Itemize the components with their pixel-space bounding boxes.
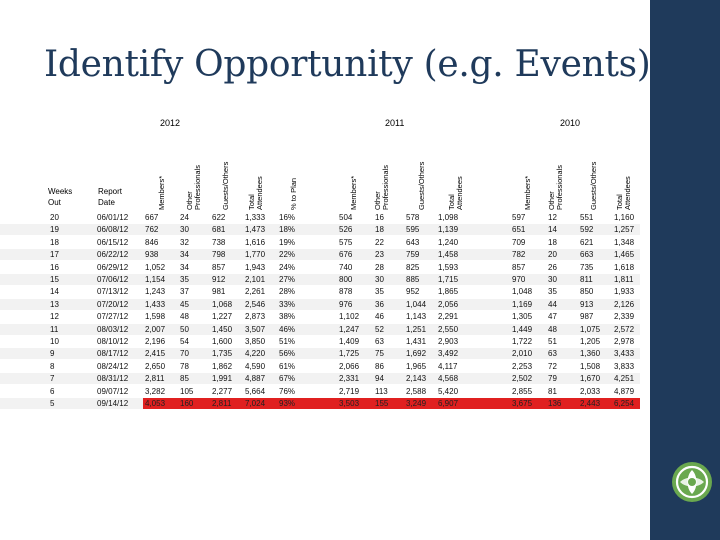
table-cell: 28% xyxy=(279,287,296,297)
table-cell: 1,143 xyxy=(406,312,427,322)
table-cell: 681 xyxy=(212,225,226,235)
table-cell: 759 xyxy=(406,250,420,260)
table-cell: 22 xyxy=(375,237,384,247)
table-cell: 52 xyxy=(375,324,384,334)
table-cell: 850 xyxy=(580,287,594,297)
table-cell: 13 xyxy=(50,299,59,309)
table-cell: 1,722 xyxy=(512,337,533,346)
table-cell: 160 xyxy=(178,398,210,409)
table-row xyxy=(0,324,640,335)
table-row xyxy=(0,348,640,359)
table-cell: 2,291 xyxy=(438,312,459,322)
table-cell: 8 xyxy=(50,361,55,371)
table-cell: 2,811 xyxy=(145,374,165,384)
year-2010-label: 2010 xyxy=(560,118,581,128)
table-cell: 76% xyxy=(279,386,296,396)
table-cell: 06/01/12 xyxy=(97,213,129,222)
table-cell: 08/10/12 xyxy=(97,337,129,346)
table-cell: 575 xyxy=(339,237,353,247)
table-cell: 597 xyxy=(512,213,526,222)
table-row xyxy=(0,262,640,273)
table-cell: 622 xyxy=(212,213,226,222)
other-prof-2012-header: Other Professionals xyxy=(185,164,202,210)
table-cell: 54 xyxy=(180,337,189,346)
table-row xyxy=(0,386,640,397)
table-cell: 2,502 xyxy=(512,374,533,384)
table-cell: 526 xyxy=(339,225,353,235)
table-cell: 952 xyxy=(406,287,420,297)
table-cell: 4,220 xyxy=(245,349,266,359)
table-cell: 1,243 xyxy=(145,287,166,297)
table-cell: 7,024 xyxy=(243,398,277,409)
table-cell: 19% xyxy=(279,237,296,247)
table-cell: 34 xyxy=(180,250,189,260)
table-cell: 48 xyxy=(180,312,189,322)
table-cell: 75 xyxy=(375,349,384,359)
table-cell: 67% xyxy=(279,374,296,384)
table-cell: 4,590 xyxy=(245,361,266,371)
table-cell: 155 xyxy=(373,398,404,409)
table-cell: 2,650 xyxy=(145,361,166,371)
table-cell: 987 xyxy=(580,312,594,322)
table-cell: 1,240 xyxy=(438,237,459,247)
table-cell: 1,692 xyxy=(406,349,427,359)
table-cell: 643 xyxy=(406,237,420,247)
table-cell: 976 xyxy=(339,299,353,309)
table-cell: 50 xyxy=(180,324,189,334)
table-cell: 2,443 xyxy=(578,398,612,409)
table-cell: 981 xyxy=(212,287,226,297)
table-cell: 36 xyxy=(375,299,384,309)
table-cell: 24 xyxy=(180,213,189,222)
table-cell: 27% xyxy=(279,275,296,284)
table-cell: 3,503 xyxy=(337,398,373,409)
table-cell: 1,770 xyxy=(245,250,266,260)
table-cell: 2,546 xyxy=(245,299,266,309)
table-cell: 2,339 xyxy=(614,312,635,322)
table-row xyxy=(0,299,640,310)
table-cell: 1,139 xyxy=(438,225,459,235)
table-cell: 47 xyxy=(548,312,557,322)
table-cell: 504 xyxy=(339,213,353,222)
table-cell: 1,044 xyxy=(406,299,427,309)
table-cell: 3,675 xyxy=(510,398,546,409)
table-cell: 825 xyxy=(406,262,420,272)
table-cell: 08/17/12 xyxy=(97,349,129,359)
leaf-circle-logo xyxy=(670,460,714,504)
table-cell: 46% xyxy=(279,324,296,334)
table-cell: 46 xyxy=(375,312,384,322)
table-cell: 3,492 xyxy=(438,349,459,359)
table-cell: 113 xyxy=(375,386,388,396)
table-cell: 1,257 xyxy=(614,225,635,235)
table-cell: 14 xyxy=(548,225,557,235)
table-cell: 07/06/12 xyxy=(97,275,129,284)
table-cell: 2,010 xyxy=(512,349,533,359)
table-cell: 912 xyxy=(212,275,226,284)
table-cell: 30 xyxy=(548,275,557,284)
table-cell: 1,991 xyxy=(212,374,233,384)
table-cell: 63 xyxy=(548,349,557,359)
table-cell: 2,101 xyxy=(245,275,266,284)
table-row xyxy=(0,336,640,347)
table-cell: 08/24/12 xyxy=(97,361,129,371)
table-cell: 2,253 xyxy=(512,361,533,371)
table-cell: 136 xyxy=(546,398,578,409)
table-cell: 798 xyxy=(212,250,226,260)
table-cell: 846 xyxy=(145,237,159,247)
table-cell: 762 xyxy=(145,225,159,235)
table-cell: 18 xyxy=(50,237,59,247)
guests-2010-header: Guests/Others xyxy=(589,161,598,210)
table-cell: 938 xyxy=(145,250,159,260)
table-cell: 20 xyxy=(548,250,557,260)
table-cell: 2,903 xyxy=(438,337,459,346)
table-cell: 1,473 xyxy=(245,225,266,235)
table-cell: 15 xyxy=(50,275,59,284)
table-cell: 2,811 xyxy=(210,398,243,409)
table-cell: 913 xyxy=(580,299,594,309)
table-cell: 3,833 xyxy=(614,361,635,371)
table-cell: 1,160 xyxy=(614,213,635,222)
table-cell: 1,433 xyxy=(145,299,166,309)
table-cell: 56% xyxy=(279,349,296,359)
table-cell: 3,249 xyxy=(404,398,436,409)
total-2011-header: Total Attendees xyxy=(447,176,464,210)
table-row xyxy=(0,274,640,285)
table-cell: 1,333 xyxy=(245,213,266,222)
table-cell: 2,126 xyxy=(614,299,635,309)
table-cell: 970 xyxy=(512,275,526,284)
table-cell: 85 xyxy=(180,374,189,384)
table-cell: 30 xyxy=(180,225,189,235)
table-cell: 35 xyxy=(548,287,557,297)
table-cell: 09/07/12 xyxy=(97,386,129,396)
table-cell: 740 xyxy=(339,262,353,272)
table-cell: 3,433 xyxy=(614,349,635,359)
table-cell: 1,169 xyxy=(512,299,533,309)
table-cell: 06/08/12 xyxy=(97,225,129,235)
table-cell: 663 xyxy=(580,250,594,260)
table-cell: 4,053 xyxy=(143,398,178,409)
table-row xyxy=(0,311,640,322)
table-cell: 93% xyxy=(277,398,337,409)
table-cell: 2,143 xyxy=(406,374,427,384)
table-cell: 2,873 xyxy=(245,312,266,322)
table-cell: 2,056 xyxy=(438,299,459,309)
table-cell: 2,588 xyxy=(406,386,427,396)
table-cell: 22% xyxy=(279,250,296,260)
table-cell: 885 xyxy=(406,275,420,284)
table-cell: 32 xyxy=(180,237,189,247)
table-cell: 1,449 xyxy=(512,324,533,334)
table-cell: 07/27/12 xyxy=(97,312,129,322)
table-cell: 2,007 xyxy=(145,324,166,334)
other-prof-2011-header: Other Professionals xyxy=(373,164,390,210)
table-cell: 51 xyxy=(548,337,557,346)
table-cell: 1,670 xyxy=(580,374,601,384)
table-cell: 4,887 xyxy=(245,374,266,384)
table-cell: 1,052 xyxy=(145,262,166,272)
table-row xyxy=(0,398,640,409)
table-cell: 18 xyxy=(375,225,384,235)
table-cell: 86 xyxy=(375,361,384,371)
table-cell: 48 xyxy=(548,324,557,334)
table-cell: 1,205 xyxy=(580,337,601,346)
table-cell: 63 xyxy=(375,337,384,346)
table-cell: 45 xyxy=(180,299,189,309)
table-cell: 2,855 xyxy=(512,386,533,396)
table-cell: 20 xyxy=(50,213,59,222)
table-cell: 1,048 xyxy=(512,287,533,297)
table-row xyxy=(0,286,640,297)
table-cell: 3,507 xyxy=(245,324,266,334)
table-cell: 30 xyxy=(375,275,384,284)
table-cell: 676 xyxy=(339,250,353,260)
table-row xyxy=(0,373,640,384)
table-cell: 07/13/12 xyxy=(97,287,129,297)
table-cell: 4,117 xyxy=(438,361,458,371)
table-cell: 667 xyxy=(145,213,159,222)
table-cell: 5,664 xyxy=(245,386,266,396)
table-cell: 16 xyxy=(50,262,59,272)
table-cell: 5,420 xyxy=(438,386,459,396)
table-cell: 6,907 xyxy=(436,398,510,409)
table-cell: 1,154 xyxy=(145,275,166,284)
table-cell: 18 xyxy=(548,237,557,247)
table-cell: 35 xyxy=(180,275,189,284)
table-cell: 2,550 xyxy=(438,324,459,334)
table-cell: 12 xyxy=(548,213,557,222)
table-cell: 1,305 xyxy=(512,312,533,322)
table-cell: 2,978 xyxy=(614,337,635,346)
table-cell: 37 xyxy=(180,287,189,297)
table-cell: 79 xyxy=(548,374,557,384)
table-cell: 61% xyxy=(279,361,296,371)
table-cell: 782 xyxy=(512,250,526,260)
report-date-header: Report Date xyxy=(98,187,123,207)
table-row xyxy=(0,212,640,223)
table-cell: 33% xyxy=(279,299,296,309)
table-cell: 1,251 xyxy=(406,324,427,334)
table-cell: 2,196 xyxy=(145,337,166,346)
year-2012-label: 2012 xyxy=(160,118,181,128)
table-cell: 4,251 xyxy=(614,374,635,384)
table-cell: 1,735 xyxy=(212,349,233,359)
table-cell: 35 xyxy=(375,287,384,297)
table-cell: 1,098 xyxy=(438,213,459,222)
table-cell: 1,409 xyxy=(339,337,360,346)
table-cell: 26 xyxy=(548,262,557,272)
table-row xyxy=(0,361,640,372)
table-cell: 81 xyxy=(548,386,557,396)
table-cell: 651 xyxy=(512,225,526,235)
table-cell: 1,715 xyxy=(438,275,459,284)
table-cell: 2,277 xyxy=(212,386,233,396)
table-cell: 34 xyxy=(180,262,189,272)
table-cell: 595 xyxy=(406,225,420,235)
total-2010-header: Total Attendees xyxy=(615,176,632,210)
table-cell: 1,348 xyxy=(614,237,635,247)
table-cell: 16 xyxy=(375,213,384,222)
table-cell: 7 xyxy=(50,374,55,384)
table-cell: 105 xyxy=(180,386,194,396)
table-cell: 1,247 xyxy=(339,324,360,334)
table-cell: 1,862 xyxy=(212,361,233,371)
table-cell: 2,572 xyxy=(614,324,635,334)
table-row xyxy=(0,237,640,248)
table-cell: 878 xyxy=(339,287,353,297)
table-cell: 738 xyxy=(212,237,226,247)
table-cell: 800 xyxy=(339,275,353,284)
members-2012-header: Members* xyxy=(157,175,166,210)
table-cell: 1,431 xyxy=(406,337,427,346)
table-cell: 1,943 xyxy=(245,262,266,272)
table-cell: 6,254 xyxy=(612,398,640,409)
table-cell: 2,066 xyxy=(339,361,360,371)
table-cell: 735 xyxy=(580,262,594,272)
table-cell: 72 xyxy=(548,361,557,371)
year-2011-label: 2011 xyxy=(385,118,405,128)
table-cell: 1,227 xyxy=(212,312,233,322)
table-cell: 2,261 xyxy=(245,287,266,297)
table-cell: 1,865 xyxy=(438,287,459,297)
table-cell: 578 xyxy=(406,213,420,222)
table-cell: 18% xyxy=(279,225,296,235)
table-cell: 14 xyxy=(50,287,59,297)
guests-2011-header: Guests/Others xyxy=(417,161,426,210)
table-cell: 1,933 xyxy=(614,287,635,297)
table-cell: 1,075 xyxy=(580,324,601,334)
table-cell: 19 xyxy=(50,225,59,235)
table-cell: 07/20/12 xyxy=(97,299,129,309)
total-2012-header: Total Attendees xyxy=(247,176,264,210)
table-cell: 12 xyxy=(50,312,59,322)
table-cell: 06/15/12 xyxy=(97,237,129,247)
table-cell: 51% xyxy=(279,337,296,346)
table-cell: 78 xyxy=(180,361,189,371)
table-cell: 10 xyxy=(50,337,59,346)
table-cell: 4,879 xyxy=(614,386,635,396)
table-cell: 3,850 xyxy=(245,337,266,346)
table-cell: 4,568 xyxy=(438,374,459,384)
table-cell: 08/31/12 xyxy=(97,374,129,384)
table-cell: 17 xyxy=(50,250,59,260)
table-cell: 24% xyxy=(279,262,296,272)
right-sidebar-bar xyxy=(650,0,720,540)
table-cell: 1,965 xyxy=(406,361,427,371)
table-cell: 2,331 xyxy=(339,374,360,384)
page-title: Identify Opportunity (e.g. Events) xyxy=(44,44,651,85)
table-cell: 38% xyxy=(279,312,296,322)
table-cell: 5 xyxy=(50,399,55,408)
table-cell: 1,725 xyxy=(339,349,360,359)
table-cell: 1,102 xyxy=(339,312,360,322)
other-prof-2010-header: Other Professionals xyxy=(547,164,564,210)
table-cell: 06/22/12 xyxy=(97,250,129,260)
table-cell: 70 xyxy=(180,349,189,359)
table-cell: 621 xyxy=(580,237,594,247)
members-2010-header: Members* xyxy=(523,175,532,210)
table-cell: 2,719 xyxy=(339,386,360,396)
table-cell: 1,618 xyxy=(614,262,635,272)
table-cell: 44 xyxy=(548,299,557,309)
table-cell: 2,033 xyxy=(580,386,601,396)
table-cell: 08/03/12 xyxy=(97,324,129,334)
table-cell: 857 xyxy=(212,262,226,272)
table-cell: 1,360 xyxy=(580,349,601,359)
table-cell: 811 xyxy=(580,275,593,284)
table-cell: 1,465 xyxy=(614,250,635,260)
table-cell: 9 xyxy=(50,349,55,359)
table-cell: 1,593 xyxy=(438,262,459,272)
pct-plan-header: % to Plan xyxy=(289,177,298,210)
table-cell: 06/29/12 xyxy=(97,262,129,272)
table-cell: 1,616 xyxy=(245,237,266,247)
table-cell: 857 xyxy=(512,262,526,272)
weeks-out-header: Weeks Out xyxy=(48,187,73,207)
guests-2012-header: Guests/Others xyxy=(221,161,230,210)
table-cell: 1,458 xyxy=(438,250,459,260)
table-cell: 1,598 xyxy=(145,312,166,322)
table-cell: 1,600 xyxy=(212,337,233,346)
table-cell: 709 xyxy=(512,237,526,247)
members-2011-header: Members* xyxy=(349,175,358,210)
table-cell: 6 xyxy=(50,386,55,396)
table-cell: 23 xyxy=(375,250,384,260)
table-cell: 11 xyxy=(50,324,59,334)
table-cell: 1,068 xyxy=(212,299,233,309)
table-row xyxy=(0,224,640,235)
table-row xyxy=(0,249,640,260)
table-cell: 1,450 xyxy=(212,324,233,334)
table-cell: 2,415 xyxy=(145,349,166,359)
table-cell: 1,508 xyxy=(580,361,601,371)
table-cell: 592 xyxy=(580,225,594,235)
table-cell: 28 xyxy=(375,262,384,272)
table-cell: 16% xyxy=(279,213,296,222)
table-cell: 1,811 xyxy=(614,275,634,284)
table-cell: 09/14/12 xyxy=(97,399,129,408)
table-cell: 94 xyxy=(375,374,384,384)
table-cell: 551 xyxy=(580,213,594,222)
table-cell: 3,282 xyxy=(145,386,166,396)
